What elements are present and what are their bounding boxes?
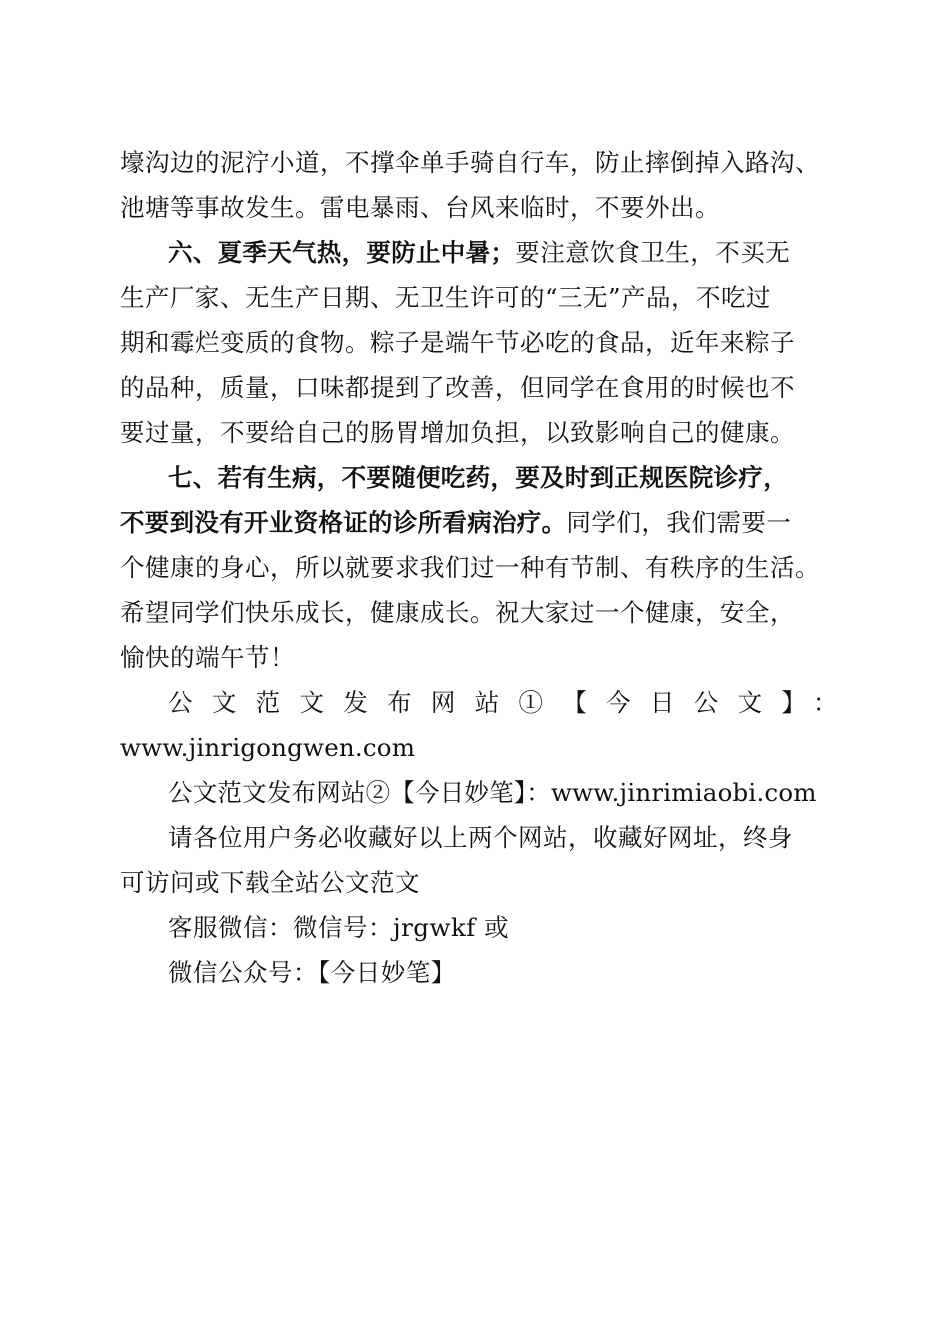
- paragraph-line: 的品种，质量，口味都提到了改善，但同学在食用的时候也不: [120, 373, 795, 402]
- footer-notice-line: 请各位用户务必收藏好以上两个网站，收藏好网址，终身: [168, 823, 793, 852]
- paragraph-line: 要过量，不要给自己的肠胃增加负担，以致影响自己的健康。: [120, 418, 795, 447]
- footer-notice-line: 可访问或下载全站公文范文: [120, 868, 420, 897]
- paragraph-text: 同学们，我们需要一: [566, 508, 792, 537]
- paragraph-line: 生产厂家、无生产日期、无卫生许可的“三无”产品，不吃过: [120, 283, 772, 312]
- footer-site1-url[interactable]: www.jinrigongwen.com: [120, 733, 416, 762]
- paragraph-line: 池塘等事故发生。雷电暴雨、台风来临时，不要外出。: [120, 193, 720, 222]
- footer-wechat: 客服微信：微信号：jrgwkf 或: [168, 913, 510, 942]
- footer-site1-label: 公文范文发布网站①【今日公文】：: [168, 688, 838, 717]
- document-page: [120, 140, 838, 995]
- paragraph-line: 壕沟边的泥泞小道，不撑伞单手骑自行车，防止摔倒掉入路沟、: [120, 148, 820, 177]
- paragraph-six-heading: 六、夏季天气热，要防止中暑；: [168, 238, 516, 267]
- paragraph-seven-heading-cont: 不要到没有开业资格证的诊所看病治疗。: [120, 508, 567, 537]
- paragraph-line: 个健康的身心，所以就要求我们过一种有节制、有秩序的生活。: [120, 553, 820, 582]
- paragraph-line: 希望同学们快乐成长，健康成长。祝大家过一个健康，安全，: [120, 598, 795, 627]
- paragraph-seven-line: [120, 500, 838, 545]
- paragraph-line: 愉快的端午节！: [120, 643, 295, 672]
- paragraph-six-line: [120, 230, 838, 275]
- footer-official-account: 微信公众号：【今日妙笔】: [168, 958, 456, 987]
- paragraph-seven-heading: 七、若有生病，不要随便吃药，要及时到正规医院诊疗，: [168, 463, 788, 492]
- footer-site2[interactable]: 公文范文发布网站②【今日妙笔】：www.jinrimiaobi.com: [168, 778, 817, 807]
- paragraph-text: 要注意饮食卫生，不买无: [515, 238, 791, 267]
- paragraph-line: 期和霉烂变质的食物。粽子是端午节必吃的食品，近年来粽子: [120, 328, 795, 357]
